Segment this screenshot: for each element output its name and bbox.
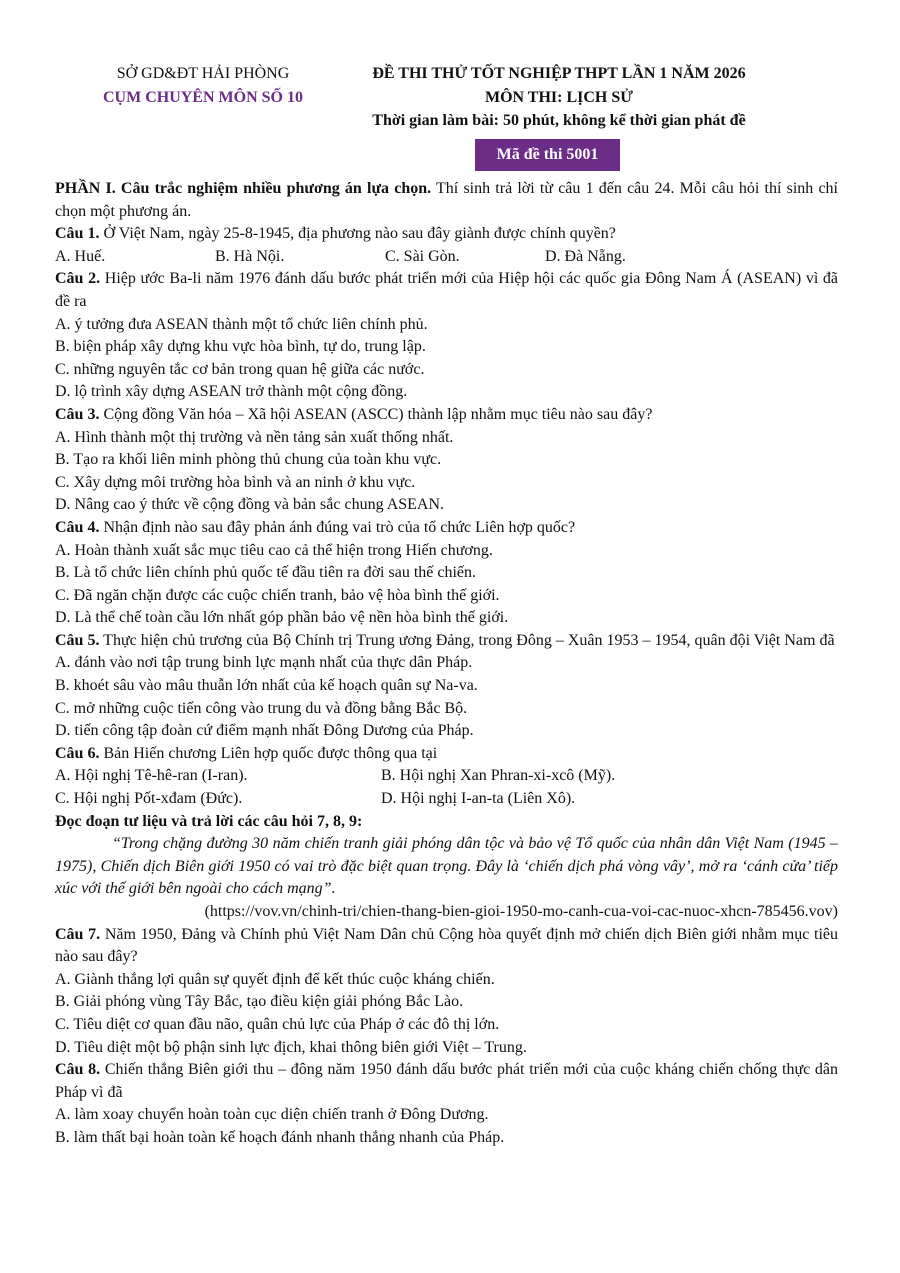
option-a: A. đánh vào nơi tập trung binh lực mạnh nhất của thực dân Pháp. <box>55 654 473 672</box>
question-text: Năm 1950, Đảng và Chính phủ Việt Nam Dân chủ Cộng hòa quyết định mở chiến dịch Biên giới nhằm mục tiêu nào sau đây? <box>55 925 839 966</box>
part1-instructions: Thí sinh trả lời từ câu 1 đến câu 24. Mỗi câu hỏi thí sinh chỉ chọn một phương án. <box>55 180 839 220</box>
department-name: SỞ GD&ĐT HẢI PHÒNG <box>116 65 290 82</box>
exam-duration: Thời gian làm bài: 50 phút, không kể thời gian phát đề <box>372 112 746 129</box>
option-a: A. làm xoay chuyển hoàn toàn cục diện chiến tranh ở Đông Dương. <box>55 1106 489 1124</box>
question-stem <box>55 1059 838 1104</box>
question-text: Cộng đồng Văn hóa – Xã hội ASEAN (ASCC) thành lập nhằm mục tiêu nào sau đây? <box>99 405 653 423</box>
option-d: D. Đà Nẵng. <box>545 247 626 265</box>
reading-passage <box>55 811 838 924</box>
question-8 <box>55 1059 838 1149</box>
question-label: Câu 1. <box>55 225 100 243</box>
option-a: A. Giành thắng lợi quân sự quyết định để kết thúc cuộc kháng chiến. <box>55 970 495 988</box>
option-d: D. Tiêu diệt một bộ phận sinh lực địch, khai thông biên giới Việt – Trung. <box>55 1038 527 1056</box>
options-row <box>55 246 838 269</box>
option-b: B. Giải phóng vùng Tây Bắc, tạo điều kiện giải phóng Bắc Lào. <box>55 993 464 1011</box>
exam-subject: MÔN THI: LỊCH SỬ <box>484 88 633 106</box>
question-text: Thực hiện chủ trương của Bộ Chính trị Trung ương Đảng, trong Đông – Xuân 1953 – 1954, quân đội Việt Nam đã <box>99 631 835 649</box>
passage-source: (https://vov.vn/chinh-tri/chien-thang-bien-gioi-1950-mo-canh-cua-voi-cac-nuoc-xhcn-785456.vov) <box>204 903 838 920</box>
question-5 <box>55 630 838 743</box>
question-1 <box>55 223 838 268</box>
question-stem <box>55 924 838 969</box>
exam-title: ĐỀ THI THỬ TỐT NGHIỆP THPT LẦN 1 NĂM 2026 <box>372 65 746 82</box>
question-text: Nhận định nào sau đây phản ánh đúng vai trò của tổ chức Liên hợp quốc? <box>99 518 576 536</box>
question-text: Bản Hiến chương Liên hợp quốc được thông qua tại <box>99 744 438 762</box>
passage-heading: Đọc đoạn tư liệu và trả lời các câu hỏi 7, 8, 9: <box>55 812 363 830</box>
option-d: D. Hội nghị I-an-ta (Liên Xô). <box>381 790 576 808</box>
part1-intro <box>55 178 838 223</box>
question-label: Câu 8. <box>55 1061 101 1079</box>
option-d: D. Nâng cao ý thức về cộng đồng và bản sắc chung ASEAN. <box>55 496 445 514</box>
question-4 <box>55 517 838 630</box>
question-text: Chiến thắng Biên giới thu – đông năm 1950 đánh dấu bước phát triển mới của cuộc kháng chiến chống thực dân Pháp vì đã <box>55 1061 839 1101</box>
option-d: D. tiến công tập đoàn cứ điểm mạnh nhất Đông Dương của Pháp. <box>55 722 474 740</box>
question-6 <box>55 743 838 811</box>
question-label: Câu 7. <box>55 925 101 943</box>
question-stem <box>55 517 838 540</box>
option-b: B. khoét sâu vào mâu thuẫn lớn nhất của kế hoạch quân sự Na-va. <box>55 677 478 695</box>
question-stem <box>55 404 838 427</box>
question-text: Hiệp ước Ba-li năm 1976 đánh dấu bước phát triển mới của Hiệp hội các quốc gia Đông Nam Á (ASEAN) vì đã đề ra <box>55 270 839 310</box>
exam-header <box>0 62 900 177</box>
option-a: A. Huế. <box>55 247 106 265</box>
option-b: B. Hà Nội. <box>215 247 285 265</box>
option-b: B. biện pháp xây dựng khu vực hòa bình, tự do, trung lập. <box>55 338 426 356</box>
question-text: Ở Việt Nam, ngày 25-8-1945, địa phương nào sau đây giành được chính quyền? <box>99 225 616 243</box>
question-7 <box>55 924 838 1060</box>
option-b: B. Hội nghị Xan Phran-xi-xcô (Mỹ). <box>381 767 616 785</box>
exam-title-block <box>334 62 784 133</box>
option-b: B. làm thất bại hoàn toàn kế hoạch đánh nhanh thắng nhanh của Pháp. <box>55 1128 505 1146</box>
option-b: B. Tạo ra khối liên minh phòng thủ chung của toàn khu vực. <box>55 451 442 469</box>
option-d: D. Là thể chế toàn cầu lớn nhất góp phần bảo vệ nền hòa bình thế giới. <box>55 609 509 627</box>
question-stem <box>55 223 838 246</box>
question-label: Câu 2. <box>55 270 101 288</box>
option-a: A. Hình thành một thị trường và nền tảng sản xuất thống nhất. <box>55 428 454 446</box>
exam-body <box>55 178 838 1150</box>
issuer-block <box>72 62 334 110</box>
question-label: Câu 6. <box>55 744 100 762</box>
option-a: A. ý tưởng đưa ASEAN thành một tổ chức liên chính phủ. <box>55 315 428 333</box>
option-c: C. Sài Gòn. <box>385 247 460 265</box>
passage-quote: “Trong chặng đường 30 năm chiến tranh giải phóng dân tộc và bảo vệ Tổ quốc của nhân dân Việt Nam (1945 – 1975), Chiến dịch Biên giới 1950 có vai trò đặc biệt quan trọng. Đây là ‘chiến dịch phá vòng vây’, mở ra ‘cánh cửa’ tiếp xúc với thế giới bên ngoài cho cách mạng”. <box>55 835 838 898</box>
cluster-name: CỤM CHUYÊN MÔN SỐ 10 <box>103 89 303 106</box>
question-label: Câu 3. <box>55 405 100 423</box>
exam-code-badge: Mã đề thi 5001 <box>475 139 620 171</box>
question-2 <box>55 268 838 404</box>
question-label: Câu 5. <box>55 631 100 649</box>
question-stem <box>55 743 838 766</box>
option-b: B. Là tổ chức liên chính phủ quốc tế đầu tiên ra đời sau thế chiến. <box>55 564 477 582</box>
option-c: C. Đã ngăn chặn được các cuộc chiến tranh, bảo vệ hòa bình thế giới. <box>55 586 500 604</box>
options-row <box>55 765 838 788</box>
option-a: A. Hội nghị Tê-hê-ran (I-ran). <box>55 767 248 785</box>
question-label: Câu 4. <box>55 518 100 536</box>
option-c: C. mở những cuộc tiến công vào trung du và đồng bằng Bắc Bộ. <box>55 699 468 717</box>
part1-title: PHẦN I. Câu trắc nghiệm nhiều phương án lựa chọn. <box>55 180 432 197</box>
option-c: C. những nguyên tắc cơ bản trong quan hệ giữa các nước. <box>55 360 425 378</box>
option-a: A. Hoàn thành xuất sắc mục tiêu cao cả thể hiện trong Hiến chương. <box>55 541 493 559</box>
question-stem <box>55 268 838 313</box>
option-c: C. Hội nghị Pốt-xđam (Đức). <box>55 790 243 808</box>
option-c: C. Tiêu diệt cơ quan đầu não, quân chủ lực của Pháp ở các đô thị lớn. <box>55 1015 500 1033</box>
question-stem <box>55 630 838 653</box>
option-c: C. Xây dựng môi trường hòa bình và an ninh ở khu vực. <box>55 473 416 491</box>
options-row <box>55 788 838 811</box>
option-d: D. lộ trình xây dựng ASEAN trở thành một cộng đồng. <box>55 383 408 401</box>
question-3 <box>55 404 838 517</box>
